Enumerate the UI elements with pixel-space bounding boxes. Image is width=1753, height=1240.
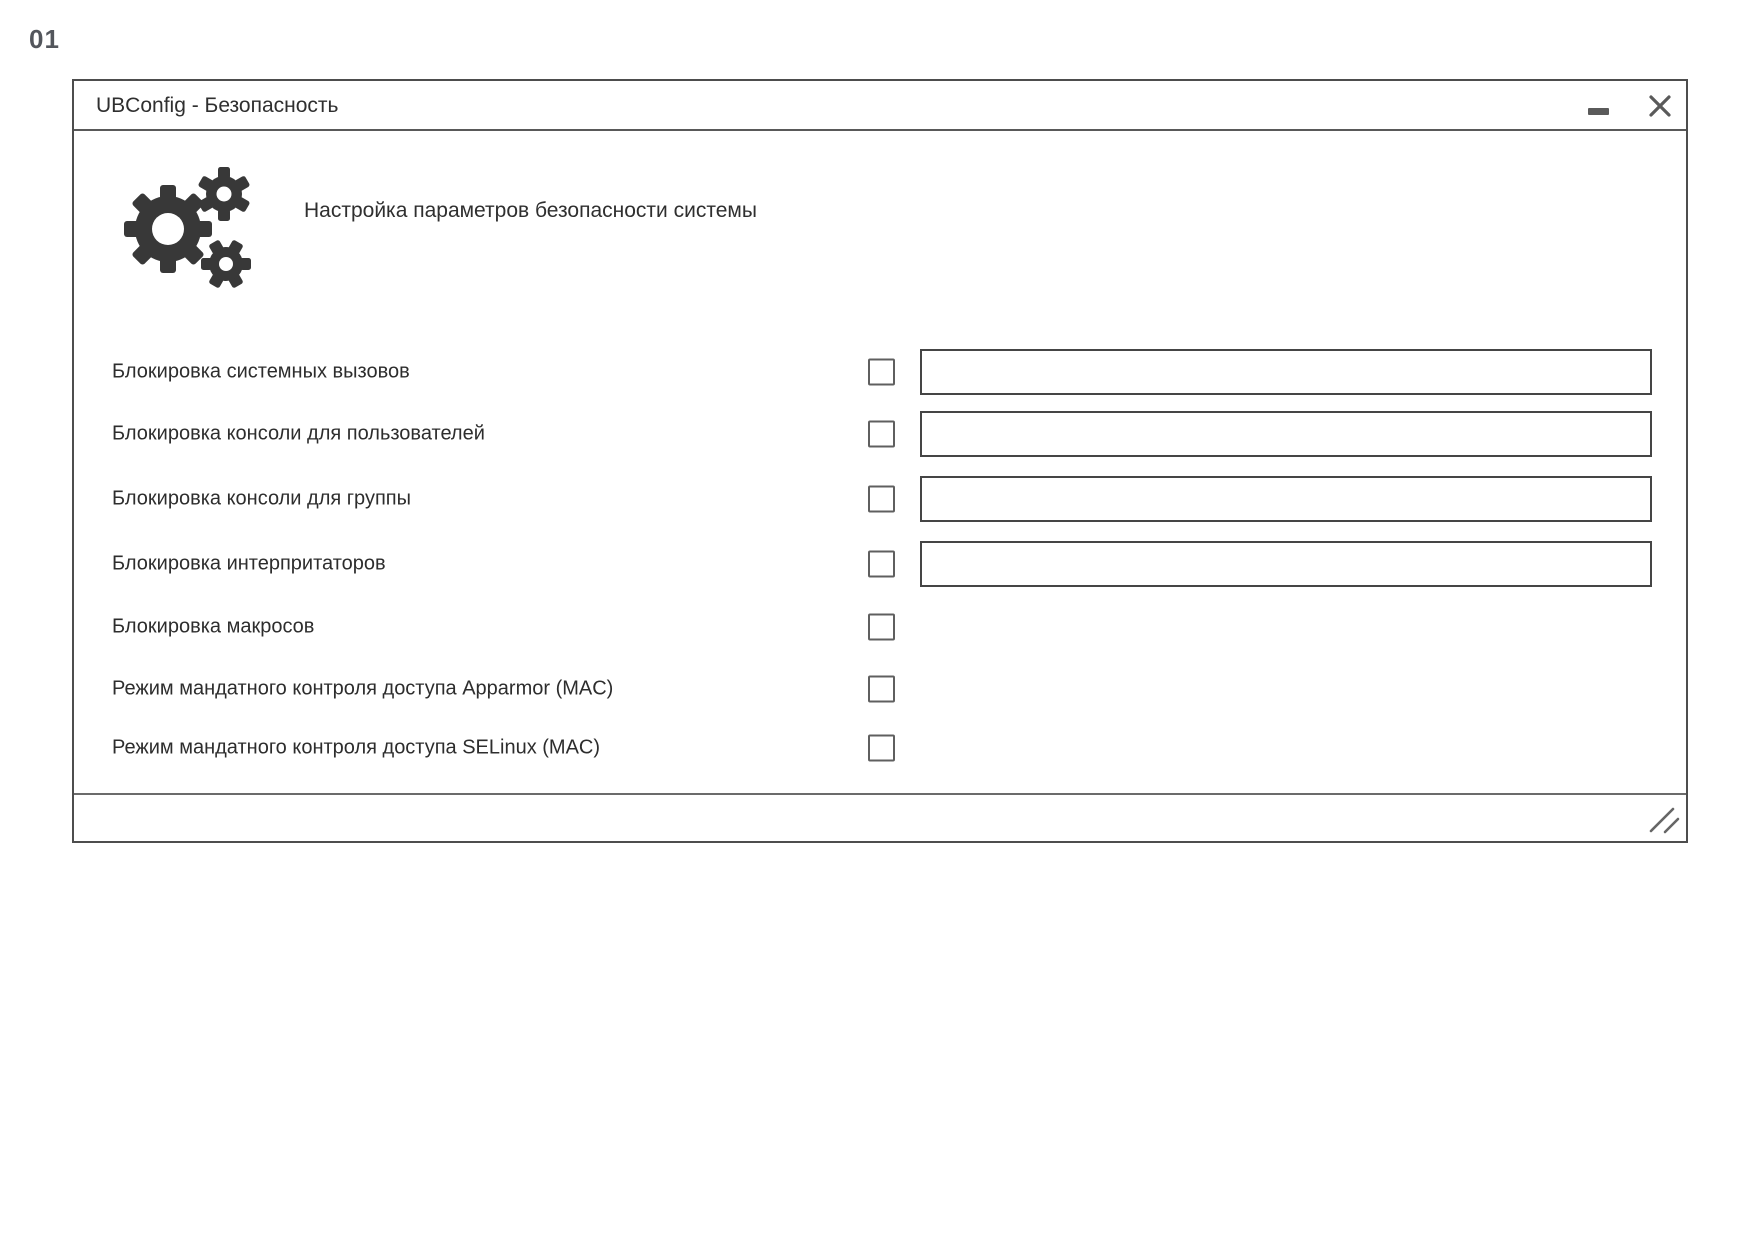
ubconfig-window xyxy=(72,79,1688,843)
titlebar[interactable] xyxy=(74,81,1686,131)
form-row xyxy=(74,346,1686,398)
row-label: Блокировка интерпритаторов xyxy=(112,552,386,575)
form-row xyxy=(74,722,1686,774)
figure-label: 01 xyxy=(29,24,60,54)
checkbox[interactable] xyxy=(868,614,895,641)
checkbox[interactable] xyxy=(868,551,895,578)
checkbox[interactable] xyxy=(868,676,895,703)
row-label: Блокировка консоли для пользователей xyxy=(112,422,485,445)
row-label: Режим мандатного контроля доступа Apparmor (MAC) xyxy=(112,677,614,700)
gears-icon xyxy=(123,167,258,297)
row-label: Режим мандатного контроля доступа SELinux (MAC) xyxy=(112,736,601,759)
form-row xyxy=(74,408,1686,460)
close-icon xyxy=(1651,97,1669,115)
form-row xyxy=(74,663,1686,715)
text-input[interactable] xyxy=(920,411,1652,457)
text-input[interactable] xyxy=(920,349,1652,395)
text-input[interactable] xyxy=(920,541,1652,587)
form-row xyxy=(74,538,1686,590)
resize-grip-icon[interactable] xyxy=(1648,806,1680,834)
row-label: Блокировка системных вызовов xyxy=(112,360,410,383)
checkbox[interactable] xyxy=(868,359,895,386)
status-bar xyxy=(74,793,1686,841)
form-row xyxy=(74,601,1686,653)
row-label: Блокировка консоли для группы xyxy=(112,487,411,510)
form-row xyxy=(74,473,1686,525)
checkbox[interactable] xyxy=(868,421,895,448)
minimize-button[interactable] xyxy=(1588,108,1609,115)
checkbox[interactable] xyxy=(868,486,895,513)
close-button[interactable] xyxy=(1648,94,1672,118)
header-text: Настройка параметров безопасности системы xyxy=(304,199,757,222)
window-title: UBConfig - Безопасность xyxy=(96,94,339,117)
checkbox[interactable] xyxy=(868,735,895,762)
text-input[interactable] xyxy=(920,476,1652,522)
row-label: Блокировка макросов xyxy=(112,615,315,638)
